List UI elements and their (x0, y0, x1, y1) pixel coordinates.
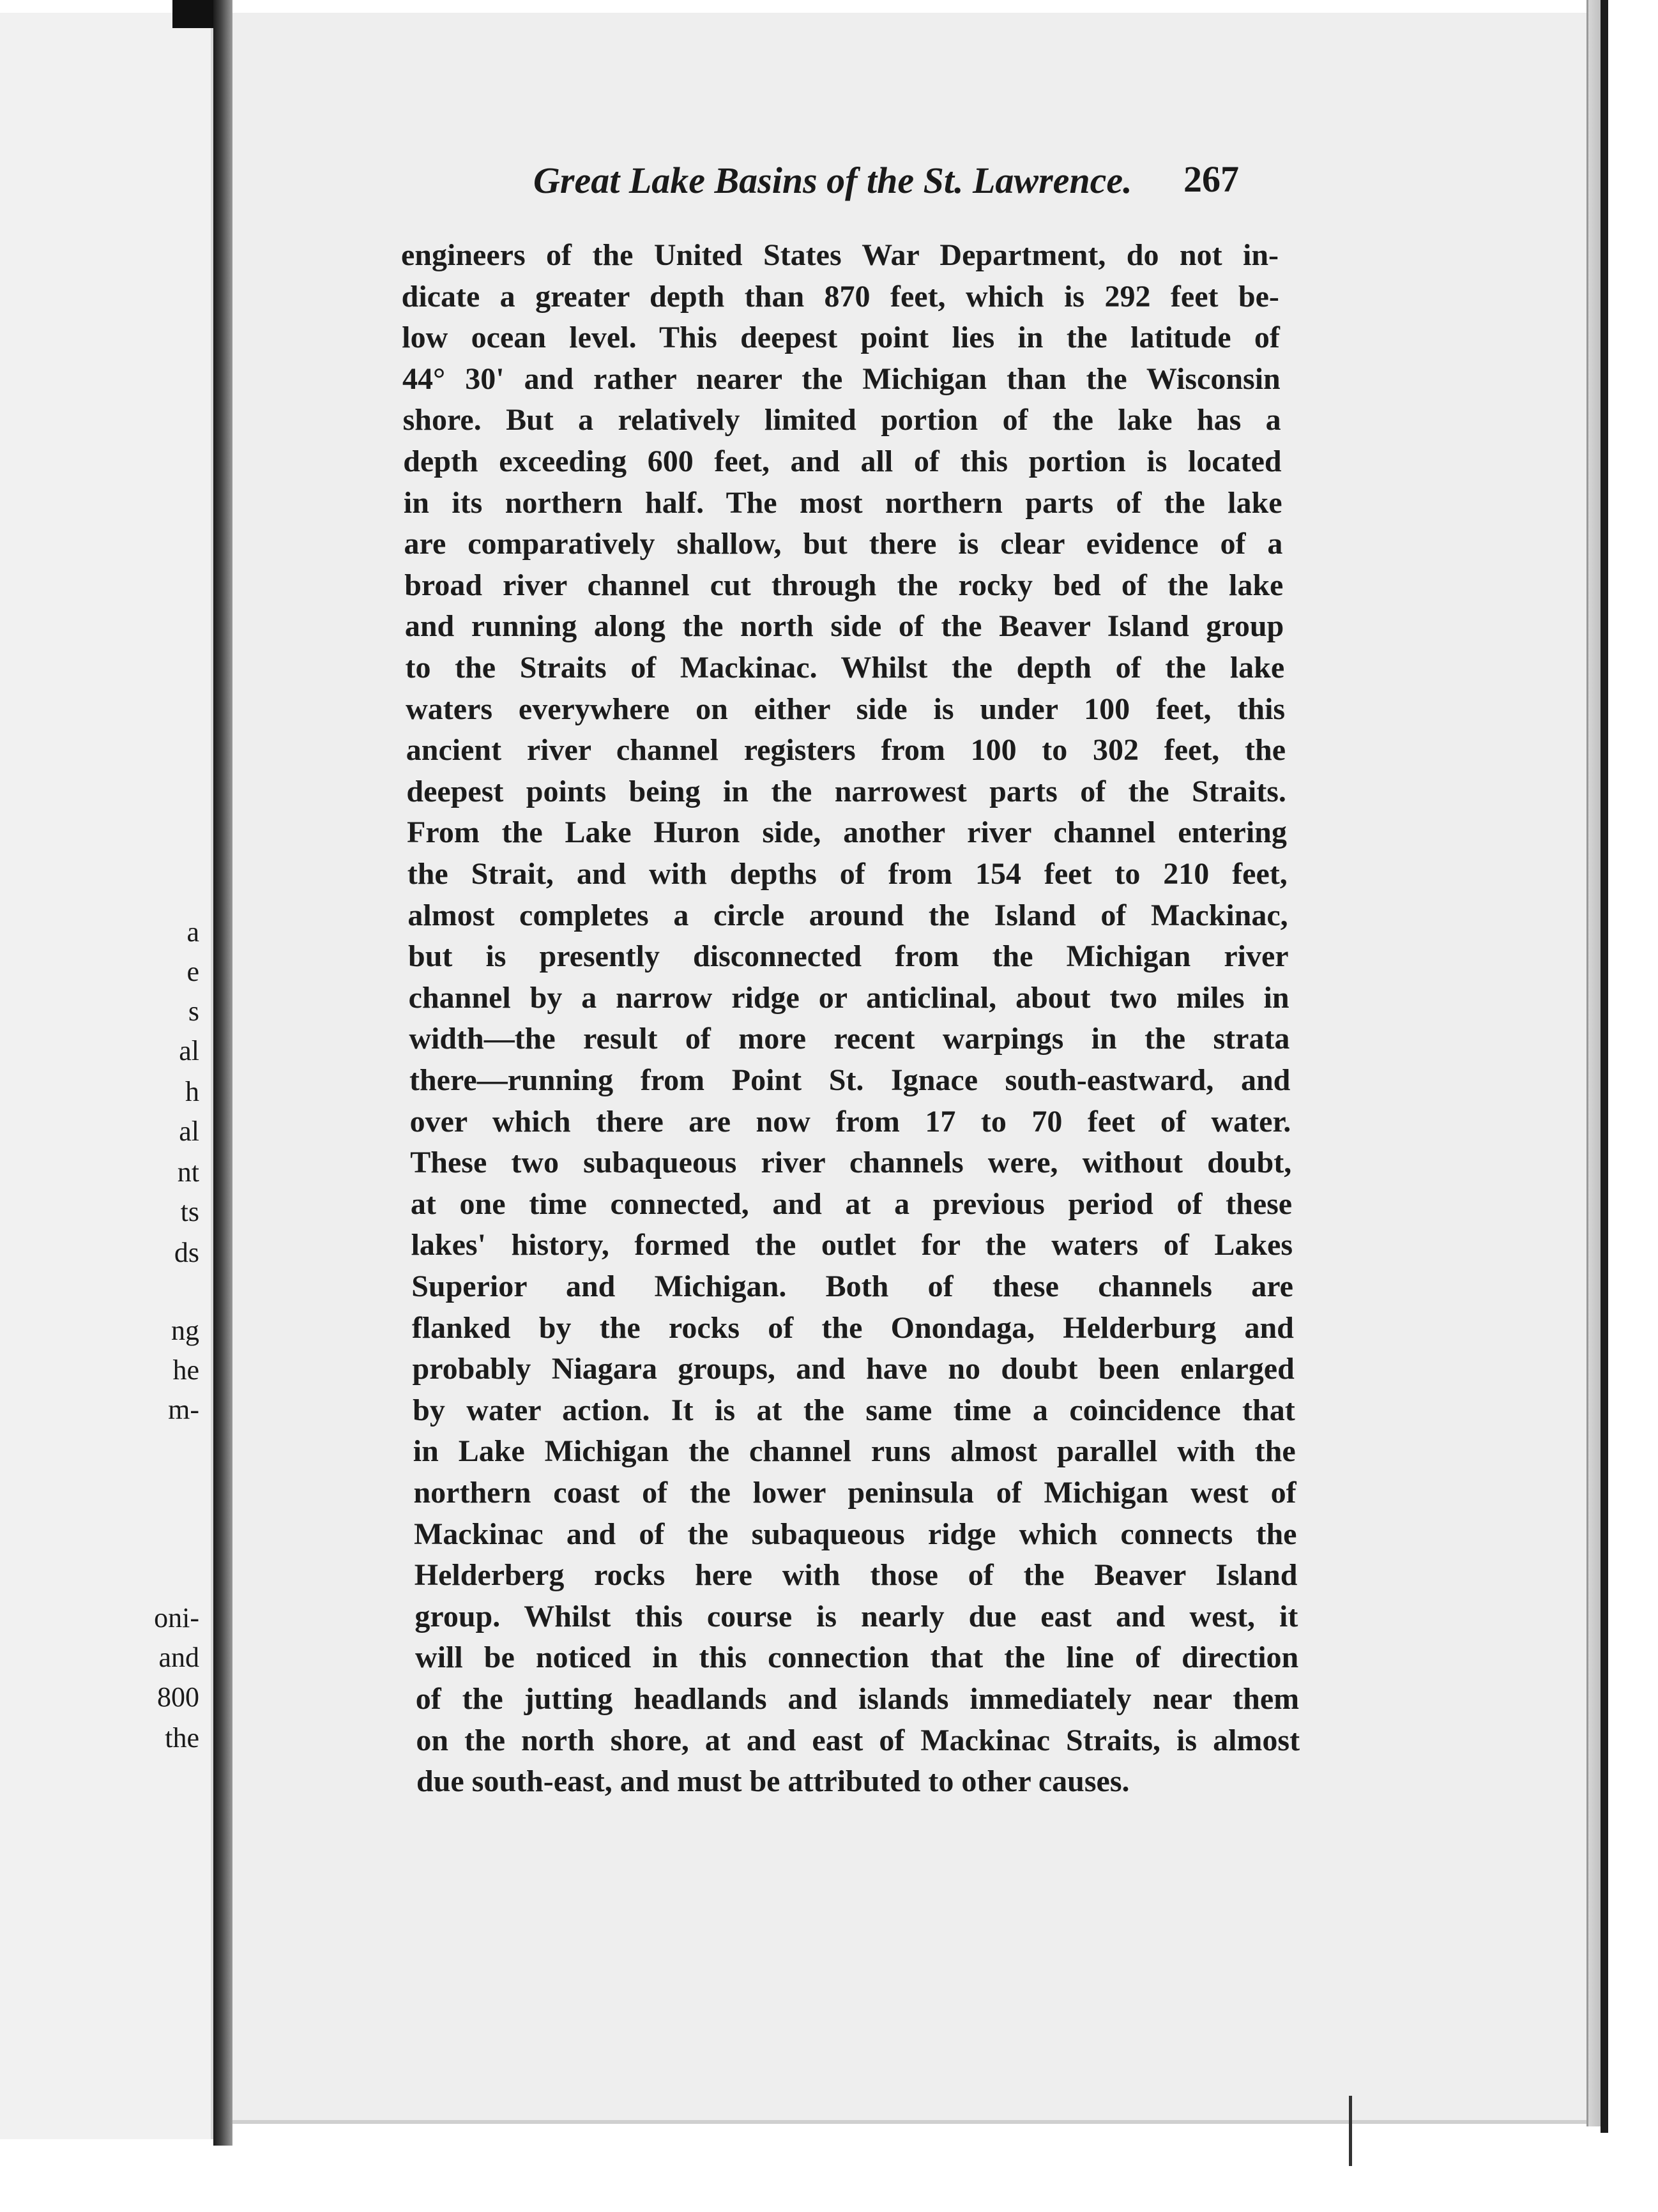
text-line: of the jutting headlands and islands immediately near them (415, 1682, 1300, 1716)
page-number: 267 (1183, 158, 1239, 200)
facing-page-fragment: ds (174, 1237, 199, 1268)
text-line: dicate a greater depth than 870 feet, which is 292 feet be- (401, 279, 1279, 314)
scan-artifact-mark (1349, 2096, 1352, 2166)
text-line: due south-east, and must be attributed to other causes. (416, 1764, 1130, 1799)
facing-page-fragment: ts (180, 1196, 199, 1227)
text-line: Helderberg rocks here with those of the Beaver Island (414, 1558, 1298, 1593)
facing-page-fragment: 800 (157, 1681, 199, 1713)
facing-page-fragment: he (172, 1354, 199, 1386)
text-line: and running along the north side of the Beaver Island group (404, 609, 1284, 644)
text-line: waters everywhere on either side is under 100 feet, this (406, 692, 1286, 726)
facing-page-fragment: ng (171, 1315, 199, 1346)
text-line: over which there are now from 17 to 70 feet of water. (409, 1104, 1291, 1139)
text-line: ancient river channel registers from 100 to 302 feet, the (406, 733, 1286, 768)
facing-page-fragment: al (179, 1116, 199, 1147)
text-line: engineers of the United States War Department, do not in- (401, 238, 1279, 272)
text-line: in its northern half. The most northern parts of the lake (403, 485, 1282, 520)
facing-page-fragment: oni- (154, 1602, 199, 1633)
facing-page-fragment: m- (168, 1394, 199, 1425)
facing-page-fragment: al (179, 1035, 199, 1066)
text-line: channel by a narrow ridge or anticlinal, about two miles in (408, 980, 1289, 1015)
text-line: depth exceeding 600 feet, and all of this portion is located (403, 444, 1282, 478)
text-line: From the Lake Huron side, another river channel entering (407, 815, 1287, 850)
text-line: on the north shore, at and east of Mackinac Straits, is almost (416, 1723, 1300, 1757)
facing-page-fragment: e (186, 956, 199, 987)
facing-page-fragment: nt (177, 1156, 199, 1188)
text-line: deepest points being in the narrowest parts of the Straits. (406, 774, 1286, 808)
text-line: 44° 30' and rather nearer the Michigan than the Wisconsin (402, 361, 1281, 396)
book-spine (213, 0, 232, 2146)
text-line: to the Straits of Mackinac. Whilst the depth of the lake (405, 651, 1285, 685)
text-line: Mackinac and of the subaqueous ridge which connects the (414, 1517, 1297, 1551)
page-edge-shadow (1601, 0, 1608, 2133)
text-line: northern coast of the lower peninsula of Michigan west of (413, 1476, 1297, 1510)
facing-page-fragment: the (165, 1722, 199, 1754)
text-line: width—the result of more recent warpings in the strata (409, 1022, 1290, 1056)
text-line: low ocean level. This deepest point lies in the latitude of (402, 321, 1280, 355)
text-line: almost completes a circle around the Island of Mackinac, (407, 898, 1288, 932)
facing-page-fragment: s (188, 996, 199, 1027)
text-line: lakes' history, formed the outlet for the waters of Lakes (411, 1228, 1293, 1262)
text-line: in Lake Michigan the channel runs almost parallel with the (413, 1434, 1296, 1469)
text-line: but is presently disconnected from the Michigan river (408, 939, 1289, 974)
text-line: broad river channel cut through the rocky bed of the lake (404, 568, 1284, 602)
text-line: These two subaqueous river channels were, without doubt, (410, 1146, 1292, 1180)
facing-page-fragment: a (186, 916, 199, 948)
text-line: by water action. It is at the same time a coincidence that (413, 1393, 1295, 1427)
facing-page (0, 13, 213, 2139)
text-line: there—running from Point St. Ignace south-eastward, and (409, 1063, 1291, 1097)
text-line: probably Niagara groups, and have no doubt been enlarged (412, 1352, 1295, 1386)
text-line: shore. But a relatively limited portion of the lake has a (402, 403, 1281, 437)
text-line: are comparatively shallow, but there is clear evidence of a (404, 527, 1283, 561)
text-line: the Strait, and with depths of from 154 feet to 210 feet, (407, 857, 1288, 891)
text-line: will be noticed in this connection that the line of direction (415, 1640, 1299, 1675)
facing-page-fragment: and (158, 1642, 199, 1673)
text-line: Superior and Michigan. Both of these channels are (411, 1269, 1293, 1303)
facing-page-fragment: h (185, 1076, 199, 1107)
text-line: group. Whilst this course is nearly due east and west, it (415, 1599, 1298, 1633)
text-line: at one time connected, and at a previous period of these (410, 1186, 1293, 1221)
text-line: flanked by the rocks of the Onondaga, Helderburg and (411, 1310, 1294, 1345)
running-header: Great Lake Basins of the St. Lawrence. (533, 160, 1132, 201)
